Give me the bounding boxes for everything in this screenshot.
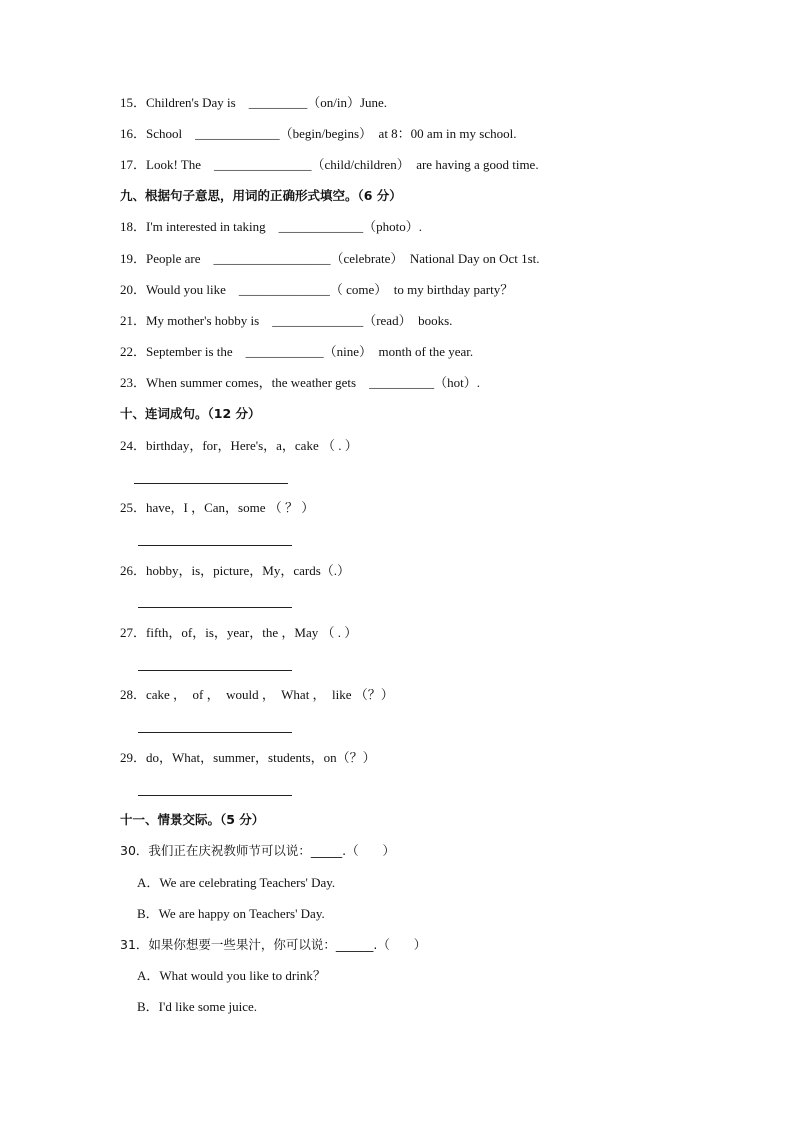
question-21: 21．My mother's hobby is ______________（read） books. xyxy=(120,313,453,328)
question-29: 29．do，What，summer，students，on（？） xyxy=(120,750,376,765)
answer-line-28 xyxy=(138,732,292,733)
question-16: 16．School _____________（begin/begins） at 8：00 am in my school. xyxy=(120,126,517,141)
question-23: 23．When summer comes，the weather gets __________（hot）. xyxy=(120,375,480,390)
question-17: 17．Look! The _______________（child/children） are having a good time. xyxy=(120,157,539,172)
question-27: 27．fifth，of，is，year，the ，May （ . ） xyxy=(120,625,358,640)
question-20: 20．Would you like ______________（ come） to my birthday party？ xyxy=(120,282,514,297)
question-22: 22．September is the ____________（nine） month of the year. xyxy=(120,344,474,359)
section-9-heading: 九、根据句子意思，用词的正确形式填空。（6 分） xyxy=(120,188,402,203)
question-25: 25．have，I ，Can，some （ ？ ） xyxy=(120,500,315,515)
question-30-option-b: B．We are happy on Teachers' Day. xyxy=(137,906,325,921)
answer-line-29 xyxy=(138,795,292,796)
answer-line-26 xyxy=(138,607,292,608)
question-31: 31．如果你想要一些果汁，你可以说：______.（ ） xyxy=(120,937,427,952)
question-24: 24．birthday，for，Here's，a，cake （ . ） xyxy=(120,438,358,453)
question-26: 26．hobby，is，picture，My，cards（.） xyxy=(120,563,351,578)
question-28: 28．cake ， of ， would ， What ， like （？） xyxy=(120,687,394,702)
question-19: 19．People are __________________（celebrate） National Day on Oct 1st. xyxy=(120,251,540,266)
question-30: 30．我们正在庆祝教师节可以说：_____.（ ） xyxy=(120,843,395,858)
section-11-heading: 十一、情景交际。（5 分） xyxy=(120,812,265,827)
question-31-option-b: B．I'd like some juice. xyxy=(137,999,258,1014)
answer-line-27 xyxy=(138,670,292,671)
question-30-option-a: A．We are celebrating Teachers' Day. xyxy=(137,875,336,890)
question-18: 18．I'm interested in taking _____________（photo）. xyxy=(120,219,423,234)
question-31-option-a: A．What would you like to drink？ xyxy=(137,968,326,983)
question-15: 15．Children's Day is _________（on/in）June. xyxy=(120,95,388,110)
answer-line-24 xyxy=(134,483,288,484)
answer-line-25 xyxy=(138,545,292,546)
section-10-heading: 十、连词成句。（12 分） xyxy=(120,406,261,421)
